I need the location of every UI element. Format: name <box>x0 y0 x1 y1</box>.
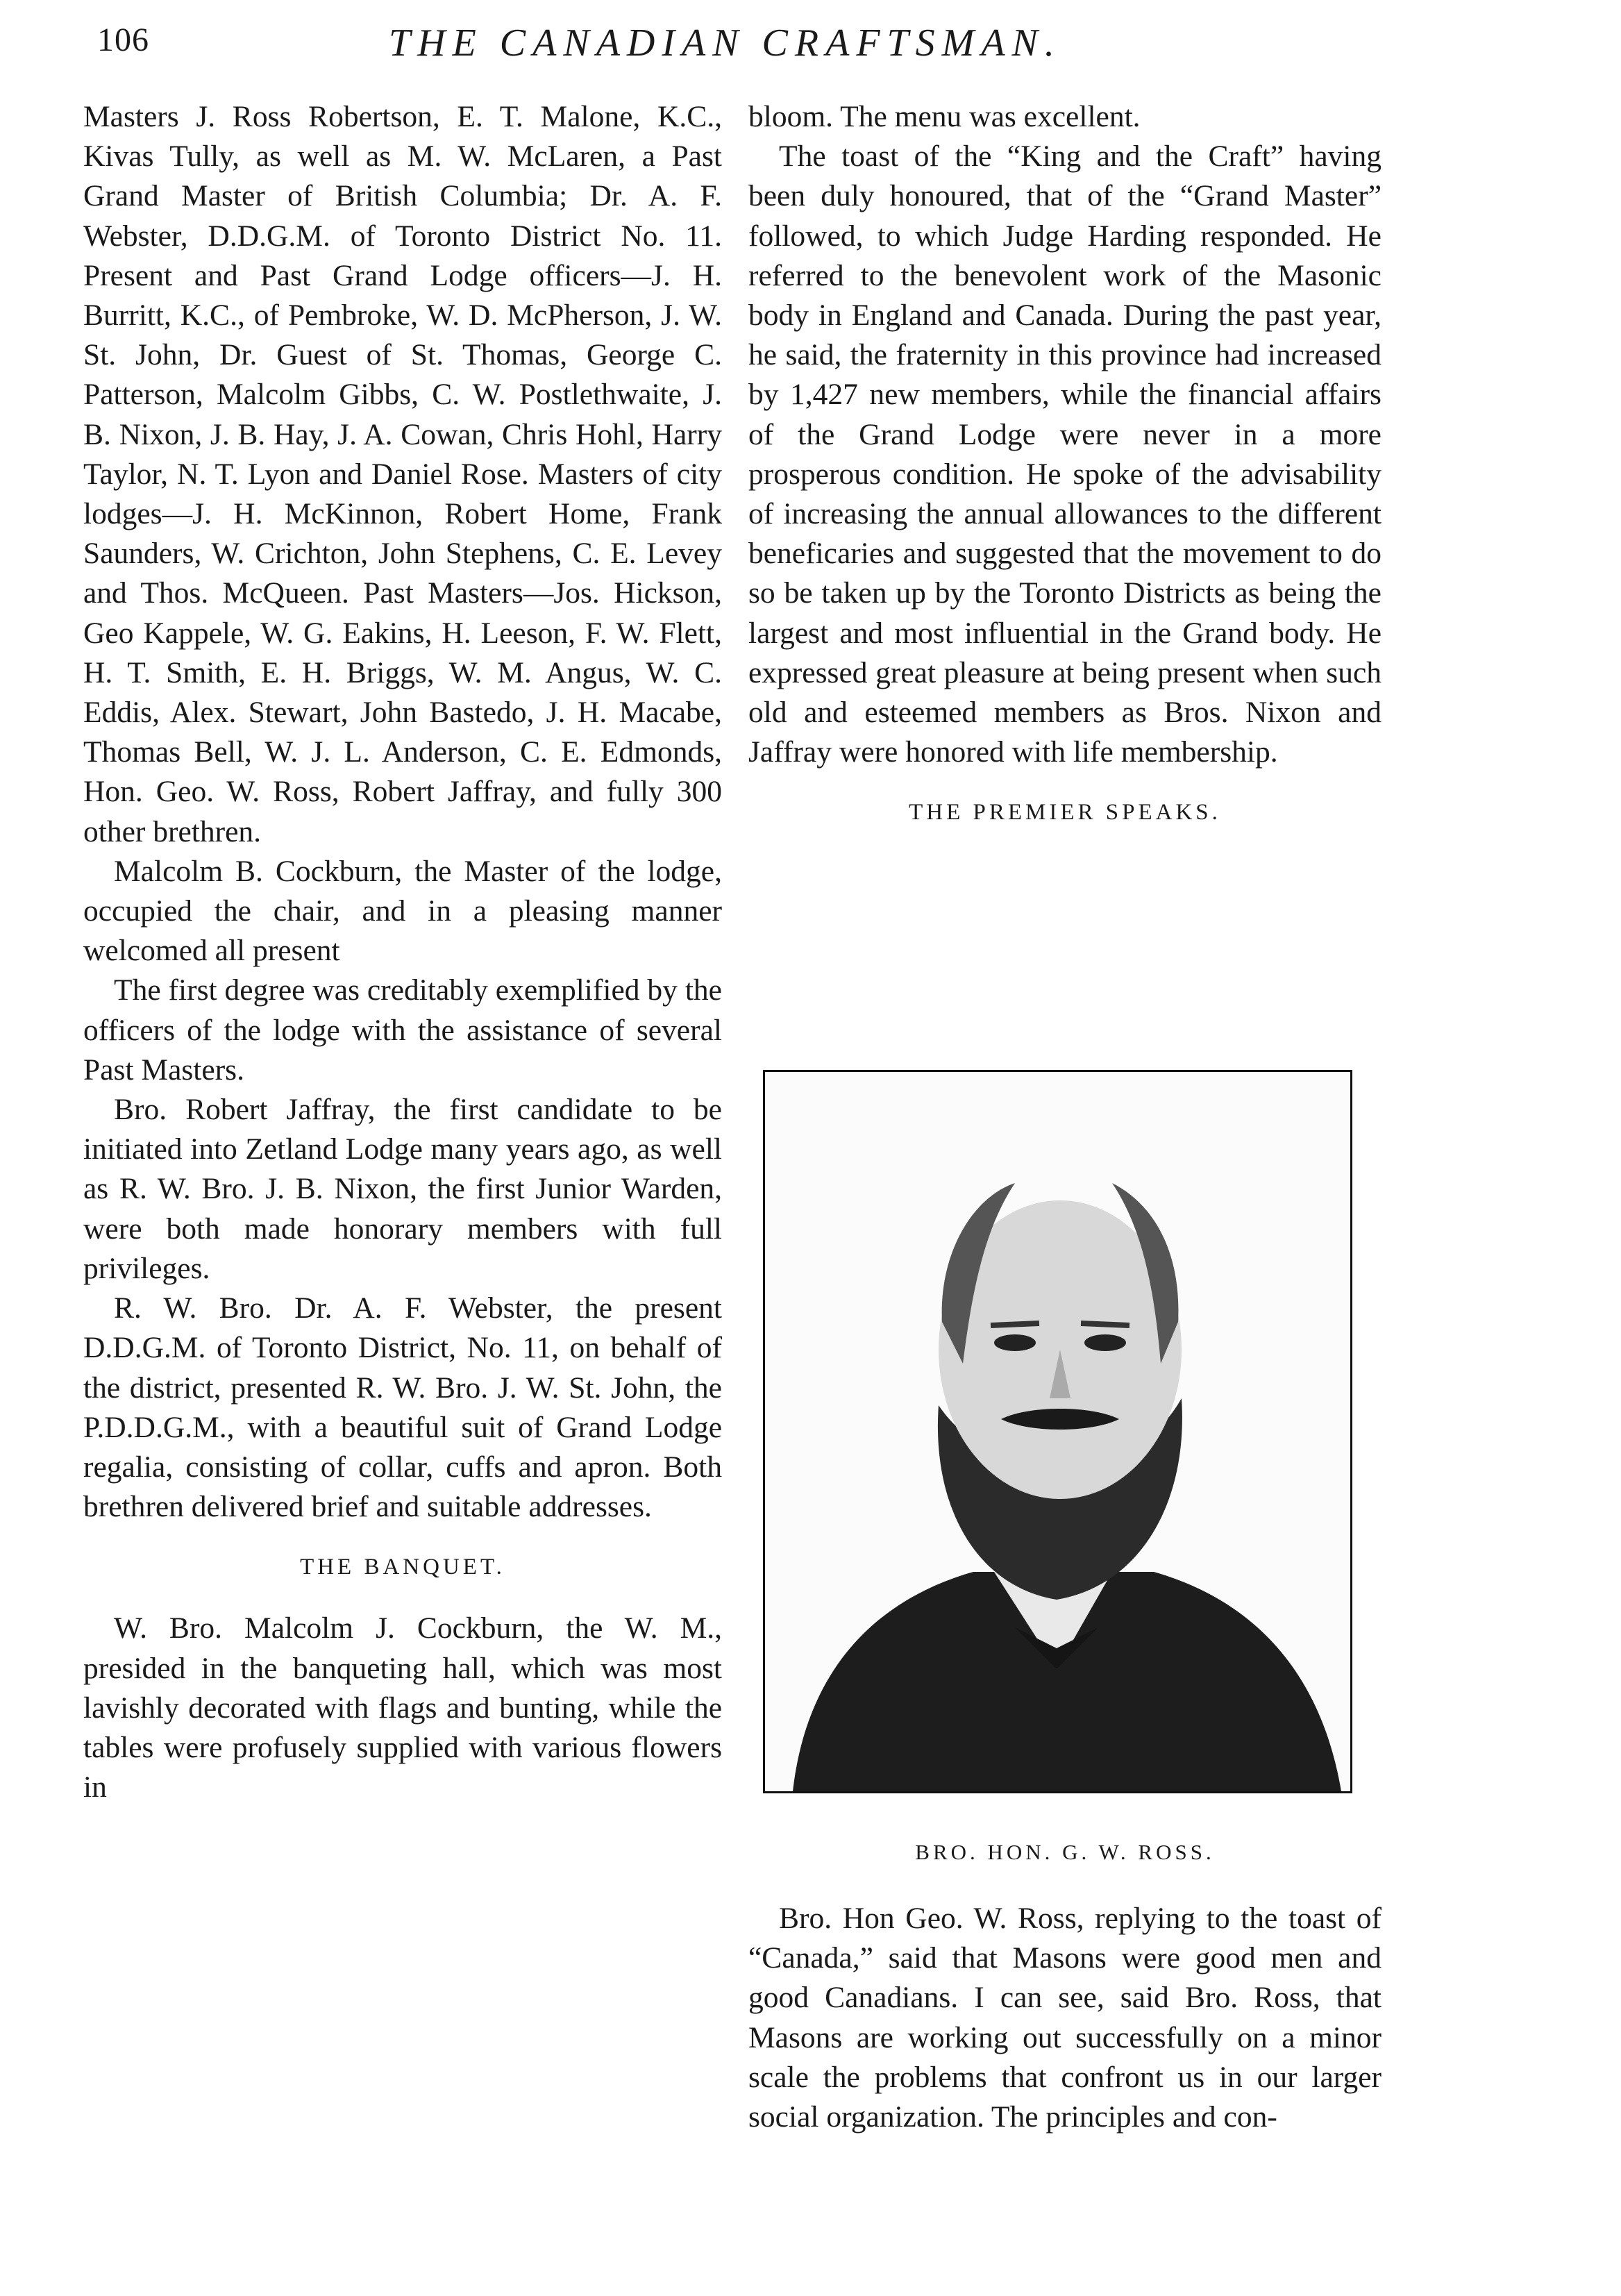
degree-paragraph: The first degree was creditably exemplified by the officers of the lodge with the assistance of several Past Masters. <box>83 973 722 1087</box>
banquet-subheading: THE BANQUET. <box>300 1555 505 1580</box>
right-column-bottom <box>748 1899 1381 2137</box>
left-column <box>83 97 722 1807</box>
running-title: THE CANADIAN CRAFTSMAN. <box>389 22 1061 65</box>
bloom-paragraph: bloom. The menu was excellent. <box>748 100 1141 133</box>
master-paragraph: Malcolm B. Cockburn, the Master of the lodge, occupied the chair, and in a pleasing manner welcomed all present <box>83 854 722 968</box>
premier-subheading: THE PREMIER SPEAKS. <box>909 800 1221 826</box>
portrait-photo <box>763 1070 1352 1793</box>
portrait-caption: BRO. HON. G. W. ROSS. <box>915 1840 1215 1864</box>
toast-paragraph: The toast of the “King and the Craft” having been duly honoured, that of the “Grand Master” followed, to which Judge Harding responded. He referred to the benevolent work of the Masonic body in England and Canada. During the past year, he said, the fraternity in this province had increased by 1,427 new members, while the financial affairs of the Grand Lodge were never in a more prosperous condition. He spoke of the advisability of increasing the annual allowances to the different beneficaries and suggested that the movement to do so be taken up by the Toronto Districts as being the largest and most influential in the Grand body. He expressed great pleasure at being present when such old and esteemed members as Bros. Nixon and Jaffray were honored with life membership. <box>748 140 1381 769</box>
banquet-paragraph: W. Bro. Malcolm J. Cockburn, the W. M., presided in the banqueting hall, which was most lavishly decorated with flags and bunting, while the tables were profusely supplied with various flowers in <box>83 1611 722 1804</box>
ross-reply-paragraph: Bro. Hon Geo. W. Ross, replying to the toast of “Canada,” said that Masons were good men and good Canadians. I can see, said Bro. Ross, that Masons are working out successfully on a minor scale the problems that confront us in our larger social organization. The principles and con- <box>748 1902 1381 2134</box>
running-header <box>97 21 1486 76</box>
regalia-paragraph: R. W. Bro. Dr. A. F. Webster, the present D.D.G.M. of Toronto District, No. 11, on behalf of the district, presented R. W. Bro. J. W. St. John, the P.D.D.G.M., with a beautiful suit of Grand Lodge regalia, consisting of collar, cuffs and apron. Both brethren delivered brief and suitable addresses. <box>83 1291 722 1524</box>
attendees-paragraph: Masters J. Ross Robertson, E. T. Malone, K.C., Kivas Tully, as well as M. W. McLaren, a Past Grand Master of British Columbia; Dr. A. F. Webster, D.D.G.M. of Toronto District No. 11. Present and Past Grand Lodge officers—J. H. Burritt, K.C., of Pembroke, W. D. McPherson, J. W. St. John, Dr. Guest of St. Thomas, George C. Patterson, Malcolm Gibbs, C. W. Postlethwaite, J. B. Nixon, J. B. Hay, J. A. Cowan, Chris Hohl, Harry Taylor, N. T. Lyon and Daniel Rose. Masters of city lodges—J. H. McKinnon, Robert Home, Frank Saunders, W. Crichton, John Stephens, C. E. Levey and Thos. McQueen. Past Masters—Jos. Hickson, Geo Kappele, W. G. Eakins, H. Leeson, F. W. Flett, H. T. Smith, E. H. Briggs, W. M. Angus, W. C. Eddis, Alex. Stewart, John Bastedo, J. H. Macabe, Thomas Bell, W. J. L. Anderson, C. E. Edmonds, Hon. Geo. W. Ross, Robert Jaffray, and fully 300 other brethren. <box>83 100 722 848</box>
honorary-members-paragraph: Bro. Robert Jaffray, the first candidate to be initiated into Zetland Lodge many years ago, as well as R. W. Bro. J. B. Nixon, the first Junior Warden, were both made honorary members with full privileges. <box>83 1093 722 1285</box>
page-number: 106 <box>97 22 149 58</box>
portrait-illustration <box>765 1072 1350 1791</box>
right-column <box>748 97 1381 854</box>
